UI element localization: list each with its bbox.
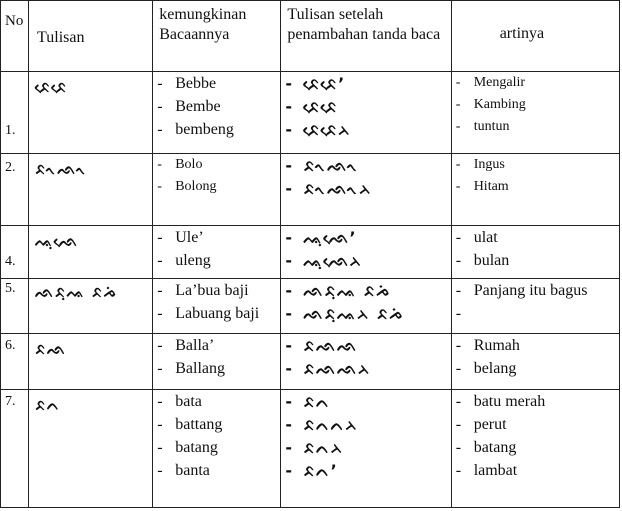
artinya-item — [452, 302, 619, 325]
table-row — [1, 154, 620, 226]
setelah-item: - ᨕᨘᨒᨙᨂ — [281, 249, 450, 272]
setelah-item: - ᨅᨈ — [281, 390, 450, 413]
tulisan-cell: ᨒᨅᨘᨕ ᨅᨍᨗ — [29, 279, 153, 334]
artinya-cell — [451, 226, 619, 279]
tulisan-cell: ᨅᨈ — [29, 390, 153, 508]
artinya-item: - Panjang itu bagus — [452, 279, 619, 302]
setelah-cell — [281, 154, 451, 226]
bacaan-cell — [153, 154, 281, 226]
row-number-cell: 7. — [1, 390, 29, 508]
setelah-item: - ᨕᨘᨒᨙ’ — [281, 226, 450, 249]
artinya-item: - lambat — [452, 459, 619, 482]
header-kemungkinan-line1: kemungkinan — [159, 6, 247, 23]
tulisan-cell: ᨅᨚᨒᨚ — [29, 154, 153, 226]
artinya-cell — [451, 390, 619, 508]
setelah-item: - ᨅᨈ’ — [281, 459, 450, 482]
bacaan-item: - bata — [153, 390, 280, 413]
artinya-item: - tuntun — [452, 116, 619, 138]
table-row — [1, 226, 620, 279]
artinya-item: - ulat — [452, 226, 619, 249]
header-tulisan-setelah-line2: penambahan tanda baca — [287, 26, 441, 43]
header-tulisan-setelah — [281, 1, 451, 72]
artinya-cell — [451, 334, 619, 390]
tulisan-cell: ᨅᨙᨅᨙ — [29, 72, 153, 154]
setelah-item: - ᨅᨒᨒᨂ — [281, 357, 450, 380]
setelah-item: - ᨒᨅᨘᨕ ᨅᨍᨗ — [281, 279, 450, 302]
setelah-item: - ᨅᨈᨈᨂ — [281, 413, 450, 436]
bacaan-cell — [153, 279, 281, 334]
artinya-item: - Kambing — [452, 94, 619, 116]
bacaan-item: - La’bua baji — [153, 279, 280, 302]
header-tulisan: Tulisan — [29, 1, 153, 72]
artinya-item: - belang — [452, 357, 619, 380]
setelah-cell — [281, 334, 451, 390]
table-row — [1, 390, 620, 508]
artinya-cell — [451, 279, 619, 334]
setelah-item: - ᨅᨙᨅᨙ — [281, 95, 450, 118]
bacaan-cell — [153, 390, 281, 508]
bacaan-cell — [153, 72, 281, 154]
artinya-item: - batang — [452, 436, 619, 459]
header-kemungkinan-line2: Bacaannya — [159, 26, 230, 43]
setelah-item: - ᨒᨅᨘᨕᨂ ᨅᨍᨗ — [281, 302, 450, 325]
table-row — [1, 334, 620, 390]
setelah-cell — [281, 226, 451, 279]
setelah-cell — [281, 72, 451, 154]
bacaan-item: - batang — [153, 436, 280, 459]
artinya-item: - perut — [452, 413, 619, 436]
artinya-item: - Mengalir — [452, 72, 619, 94]
table-row — [1, 72, 620, 154]
artinya-item: - Rumah — [452, 334, 619, 357]
setelah-cell — [281, 279, 451, 334]
bacaan-item: - uleng — [153, 249, 280, 272]
bacaan-item: - banta — [153, 459, 280, 482]
setelah-item: - ᨅᨙᨅᨙᨂ — [281, 118, 450, 141]
table-row — [1, 279, 620, 334]
bacaan-item: - Bembe — [153, 95, 280, 118]
setelah-item: - ᨅᨈᨂ — [281, 436, 450, 459]
row-number-cell: 2. — [1, 154, 29, 226]
artinya-item: - batu merah — [452, 390, 619, 413]
setelah-cell — [281, 390, 451, 508]
bacaan-item: - Bolo — [153, 154, 280, 176]
bacaan-item: - bembeng — [153, 118, 280, 141]
header-no: No — [1, 1, 29, 72]
row-number-cell: 1. — [1, 72, 29, 154]
bacaan-item: - Bolong — [153, 176, 280, 198]
bacaan-item: - Ballang — [153, 357, 280, 380]
setelah-item: - ᨅᨙᨅᨙ’ — [281, 72, 450, 95]
setelah-item: - ᨅᨚᨒᨚᨂ — [281, 177, 450, 200]
bacaan-cell — [153, 334, 281, 390]
setelah-item: - ᨅᨒᨒ — [281, 334, 450, 357]
header-kemungkinan — [153, 1, 281, 72]
bacaan-item: - battang — [153, 413, 280, 436]
header-row — [1, 1, 620, 72]
header-tulisan-setelah-line1: Tulisan setelah — [287, 6, 384, 23]
row-number-cell: 6. — [1, 334, 29, 390]
header-artinya: artinya — [451, 1, 619, 72]
bacaan-item: - Labuang baji — [153, 302, 280, 325]
bacaan-cell — [153, 226, 281, 279]
artinya-item: - bulan — [452, 249, 619, 272]
artinya-cell — [451, 154, 619, 226]
artinya-item: - Hitam — [452, 176, 619, 198]
bacaan-item: - Bebbe — [153, 72, 280, 95]
bacaan-item: - Ule’ — [153, 226, 280, 249]
artinya-cell — [451, 72, 619, 154]
artinya-item: - Ingus — [452, 154, 619, 176]
tulisan-cell: ᨕᨘᨒᨙ — [29, 226, 153, 279]
bacaan-item: - Balla’ — [153, 334, 280, 357]
row-number-cell: 5. — [1, 279, 29, 334]
tulisan-cell: ᨅᨒ — [29, 334, 153, 390]
row-number-cell: 4. — [1, 226, 29, 279]
setelah-item: - ᨅᨚᨒᨚ — [281, 154, 450, 177]
